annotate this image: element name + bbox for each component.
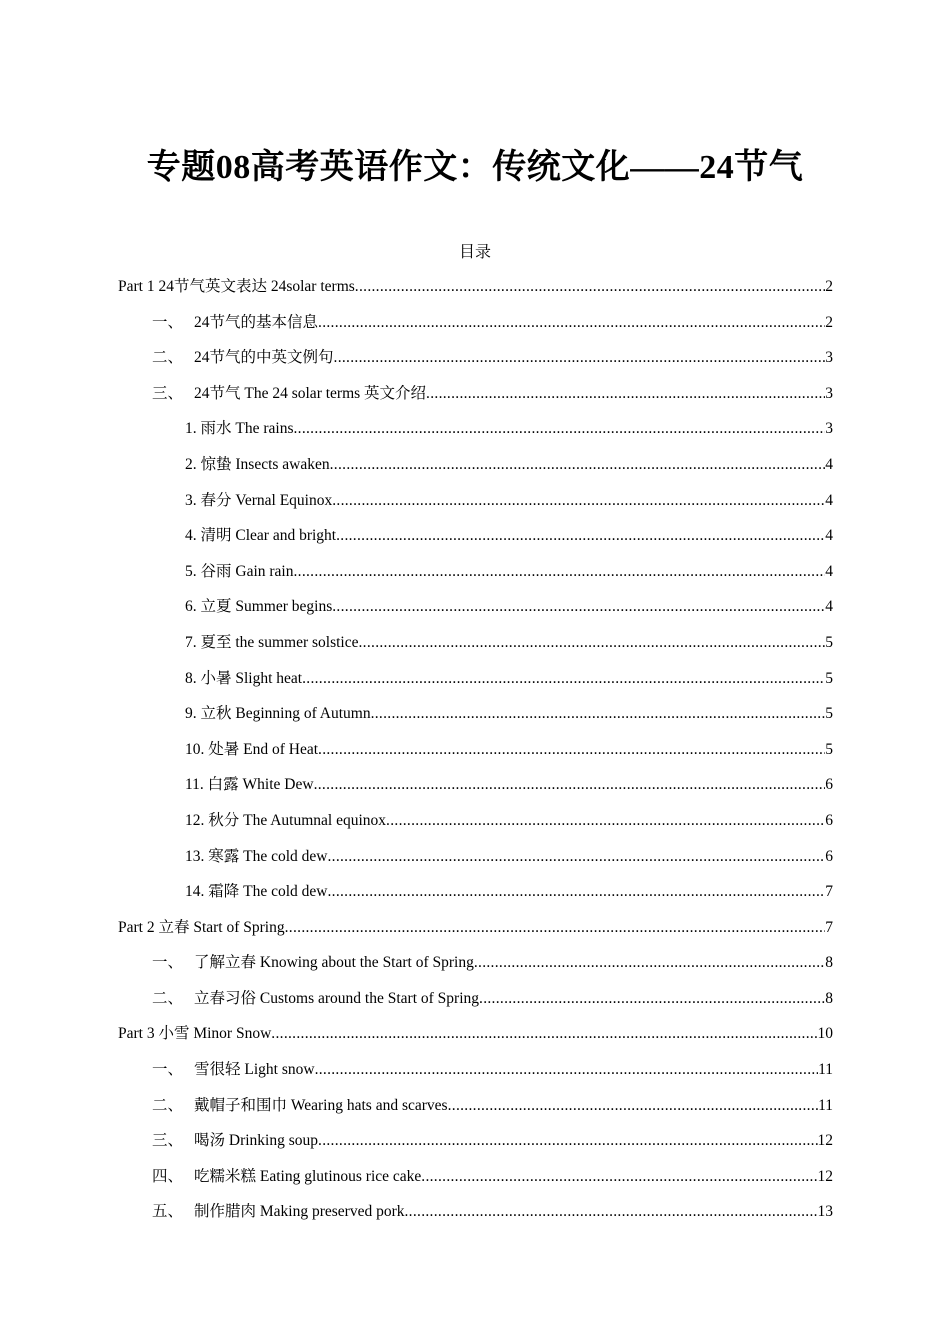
- toc-entry-number: 一、: [152, 954, 184, 972]
- toc-entry-page-number: 5: [825, 705, 833, 723]
- toc-dot-leader: [355, 274, 825, 300]
- toc-entry-page-number: 4: [825, 455, 833, 473]
- toc-entry-page-number: 10: [817, 1025, 833, 1043]
- toc-entry-number: 一、: [152, 1061, 184, 1079]
- toc-entry-title: Part 3 小雪 Minor Snow: [118, 1025, 272, 1043]
- toc-entry-page-number: 8: [825, 989, 833, 1007]
- toc-entry-title: 7. 夏至 the summer solstice: [185, 633, 359, 651]
- toc-entry[interactable]: [118, 808, 833, 844]
- toc-entry[interactable]: [118, 345, 833, 381]
- toc-entry-title: 6. 立夏 Summer begins: [185, 598, 333, 616]
- toc-entry-page-number: 8: [825, 954, 833, 972]
- toc-entry-page-number: 12: [817, 1167, 833, 1185]
- toc-entry[interactable]: [118, 381, 833, 417]
- toc-dot-leader: [405, 1199, 818, 1225]
- toc-dot-leader: [271, 1021, 817, 1047]
- toc-entry[interactable]: [118, 986, 833, 1022]
- toc-entry-title: 5. 谷雨 Gain rain: [185, 562, 294, 580]
- toc-entry[interactable]: [118, 772, 833, 808]
- toc-entry-page-number: 6: [825, 776, 833, 794]
- toc-entry-title: 24节气的基本信息: [194, 313, 319, 331]
- toc-entry-number: 三、: [152, 384, 184, 402]
- toc-dot-leader: [371, 701, 826, 727]
- toc-dot-leader: [386, 808, 825, 834]
- toc-dot-leader: [448, 1093, 818, 1119]
- table-of-contents: [118, 274, 833, 1235]
- toc-entry-page-number: 2: [825, 278, 833, 295]
- toc-entry[interactable]: [118, 559, 833, 595]
- toc-entry-number: 二、: [152, 349, 184, 367]
- toc-entry[interactable]: [118, 523, 833, 559]
- toc-dot-leader: [318, 737, 825, 763]
- toc-entry-title: 立春习俗 Customs around the Start of Spring: [194, 989, 480, 1007]
- toc-entry[interactable]: [118, 701, 833, 737]
- toc-entry-page-number: 7: [825, 883, 833, 901]
- toc-entry-page-number: 2: [825, 313, 833, 331]
- toc-entry[interactable]: [118, 1164, 833, 1200]
- toc-entry-title: 喝汤 Drinking soup: [194, 1132, 319, 1150]
- toc-entry-page-number: 4: [825, 491, 833, 509]
- toc-entry[interactable]: [118, 488, 833, 524]
- toc-entry-title: 吃糯米糕 Eating glutinous rice cake: [194, 1167, 422, 1185]
- toc-entry[interactable]: [118, 879, 833, 915]
- toc-dot-leader: [315, 1057, 819, 1083]
- toc-entry[interactable]: [118, 594, 833, 630]
- toc-entry-title: 制作腊肉 Making preserved pork: [194, 1203, 405, 1221]
- toc-entry-title: 8. 小暑 Slight heat: [185, 669, 303, 687]
- toc-entry-number: 五、: [152, 1203, 184, 1221]
- toc-entry-title: 24节气 The 24 solar terms 英文介绍: [194, 384, 427, 402]
- toc-entry-title: 13. 寒露 The cold dew: [185, 847, 328, 865]
- toc-entry[interactable]: [118, 1128, 833, 1164]
- toc-dot-leader: [318, 1128, 817, 1154]
- toc-entry-title: 雪很轻 Light snow: [194, 1061, 315, 1079]
- toc-entry[interactable]: [118, 274, 833, 310]
- toc-entry[interactable]: [118, 844, 833, 880]
- toc-dot-leader: [479, 986, 825, 1012]
- toc-entry-title: 1. 雨水 The rains: [185, 420, 294, 438]
- toc-entry-number: 四、: [152, 1167, 184, 1185]
- toc-entry-title: 10. 处暑 End of Heat: [185, 740, 319, 758]
- toc-entry-title: 3. 春分 Vernal Equinox: [185, 491, 333, 509]
- toc-entry-title: 了解立春 Knowing about the Start of Spring: [194, 954, 474, 972]
- toc-entry-page-number: 5: [825, 740, 833, 758]
- toc-dot-leader: [336, 523, 825, 549]
- toc-entry-title: 9. 立秋 Beginning of Autumn: [185, 705, 371, 723]
- toc-entry-title: 戴帽子和围巾 Wearing hats and scarves: [194, 1096, 448, 1114]
- toc-dot-leader: [359, 630, 826, 656]
- toc-dot-leader: [318, 310, 825, 336]
- toc-dot-leader: [314, 772, 826, 798]
- toc-dot-leader: [474, 950, 825, 976]
- toc-entry-page-number: 3: [825, 384, 833, 402]
- toc-dot-leader: [332, 488, 825, 514]
- toc-entry-page-number: 11: [818, 1061, 833, 1079]
- toc-entry[interactable]: [118, 630, 833, 666]
- toc-dot-leader: [334, 345, 826, 371]
- toc-entry-page-number: 6: [825, 847, 833, 865]
- toc-entry-page-number: 4: [825, 598, 833, 616]
- toc-entry-page-number: 4: [825, 527, 833, 545]
- toc-entry-title: Part 2 立春 Start of Spring: [118, 918, 285, 936]
- toc-dot-leader: [421, 1164, 817, 1190]
- toc-entry-page-number: 6: [825, 811, 833, 829]
- toc-entry-page-number: 4: [825, 562, 833, 580]
- toc-entry-page-number: 3: [825, 349, 833, 367]
- toc-entry[interactable]: [118, 737, 833, 773]
- document-title: 专题08高考英语作文：传统文化——24节气: [146, 149, 804, 186]
- toc-entry-number: 二、: [152, 1096, 184, 1114]
- toc-dot-leader: [332, 594, 825, 620]
- toc-entry[interactable]: [118, 1021, 833, 1057]
- toc-entry[interactable]: [118, 416, 833, 452]
- toc-entry[interactable]: [118, 915, 833, 951]
- toc-entry[interactable]: [118, 310, 833, 346]
- toc-entry-page-number: 12: [817, 1132, 833, 1150]
- toc-entry-title: 2. 惊蛰 Insects awaken: [185, 455, 330, 473]
- toc-entry[interactable]: [118, 1057, 833, 1093]
- toc-dot-leader: [426, 381, 825, 407]
- toc-entry[interactable]: [118, 1199, 833, 1235]
- toc-dot-leader: [293, 416, 825, 442]
- toc-dot-leader: [302, 666, 825, 692]
- toc-entry-page-number: 5: [825, 633, 833, 651]
- toc-entry-title: 24节气的中英文例句: [194, 349, 334, 367]
- toc-entry-page-number: 7: [825, 918, 833, 936]
- toc-entry-page-number: 3: [825, 420, 833, 438]
- toc-entry-number: 二、: [152, 989, 184, 1007]
- toc-entry-title: 14. 霜降 The cold dew: [185, 883, 328, 901]
- toc-entry-number: 三、: [152, 1132, 184, 1150]
- toc-entry-title: Part 1 24节气英文表达 24solar terms: [118, 278, 355, 295]
- toc-entry-title: 11. 白露 White Dew: [185, 776, 314, 794]
- toc-entry-number: 一、: [152, 313, 184, 331]
- toc-entry[interactable]: [118, 1093, 833, 1129]
- toc-entry[interactable]: [118, 950, 833, 986]
- toc-heading: 目录: [458, 244, 491, 261]
- toc-dot-leader: [330, 452, 826, 478]
- toc-entry-page-number: 5: [825, 669, 833, 687]
- toc-entry[interactable]: [118, 452, 833, 488]
- toc-entry-page-number: 13: [817, 1203, 833, 1221]
- toc-dot-leader: [293, 559, 825, 585]
- toc-entry-page-number: 11: [818, 1096, 833, 1114]
- toc-dot-leader: [327, 879, 825, 905]
- toc-entry-title: 4. 清明 Clear and bright: [185, 527, 337, 545]
- toc-dot-leader: [327, 844, 825, 870]
- toc-entry-title: 12. 秋分 The Autumnal equinox: [185, 811, 387, 829]
- toc-dot-leader: [285, 915, 826, 941]
- toc-entry[interactable]: [118, 666, 833, 702]
